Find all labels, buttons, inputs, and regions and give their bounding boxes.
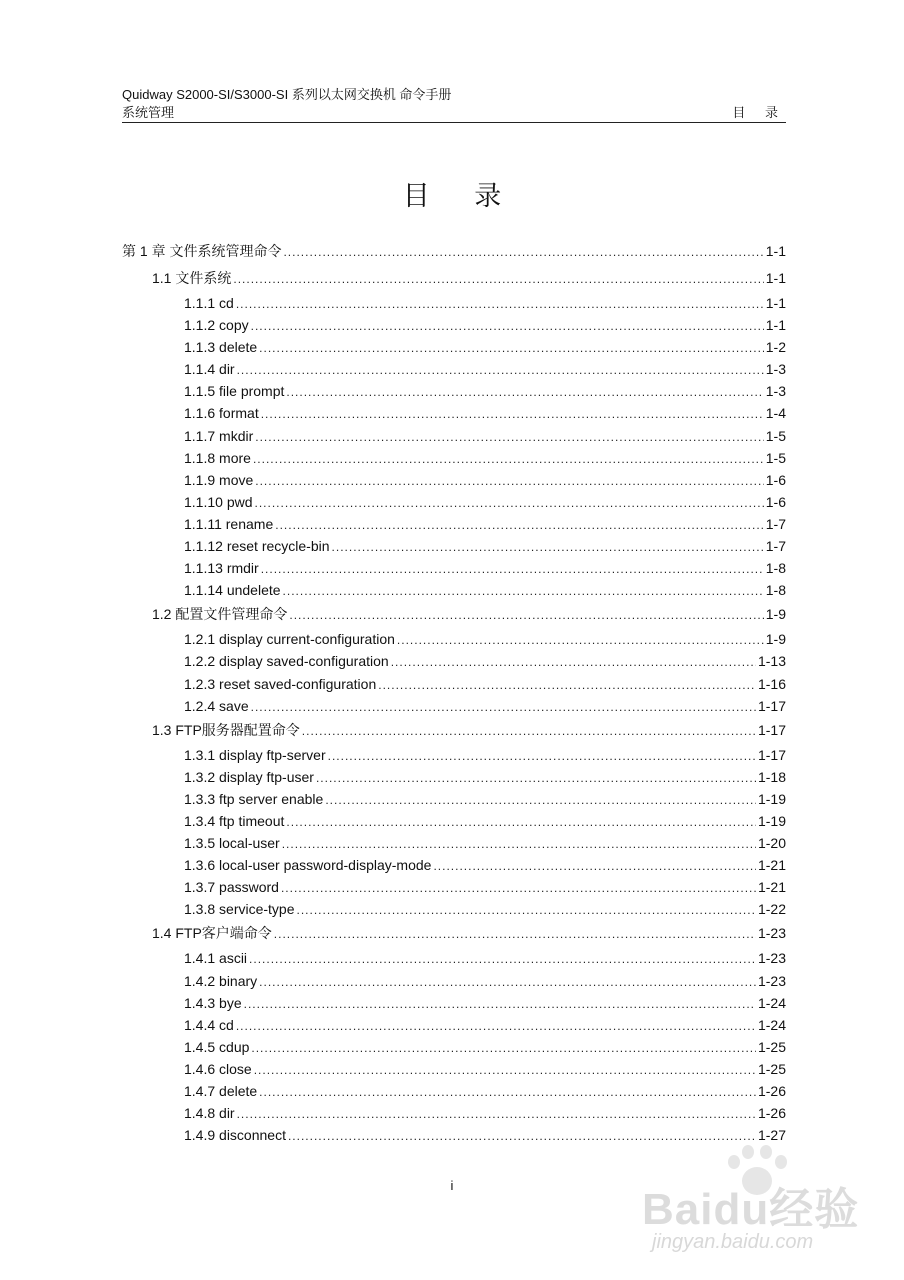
toc-entry-title: 1.4.6 close [184, 1060, 252, 1077]
toc-entry-page: 1-17 [757, 721, 786, 738]
toc-leader-dots [297, 899, 756, 921]
toc-entry[interactable] [122, 292, 786, 314]
toc-entry-page: 1-1 [765, 295, 786, 311]
baidu-watermark [640, 1145, 870, 1265]
page-number: i [450, 1178, 454, 1193]
toc-entry-title: 1.4.2 binary [184, 972, 258, 989]
toc-leader-dots [378, 674, 756, 696]
toc-entry[interactable] [122, 601, 786, 628]
toc-leader-dots [251, 696, 756, 718]
toc-entry-page: 1-25 [757, 1060, 786, 1077]
toc-entry-title: 1.2.2 display saved-configuration [184, 653, 389, 670]
toc-entry[interactable] [122, 1036, 786, 1058]
toc-entry-title: 1.3.6 local-user password-display-mode [184, 857, 432, 874]
table-of-contents [122, 238, 786, 1146]
toc-entry-page: 1-8 [765, 582, 786, 599]
manual-title: Quidway S2000-SI/S3000-SI 系列以太网交换机 命令手册 [122, 87, 452, 102]
toc-entry[interactable] [122, 1124, 786, 1146]
toc-entry-title: 1.4.3 bye [184, 994, 242, 1011]
toc-entry-page: 1-22 [757, 901, 786, 918]
toc-leader-dots [289, 602, 763, 629]
toc-entry-title: 1.1.4 dir [184, 361, 235, 378]
toc-entry-title: 1.3 FTP服务器配置命令 [152, 721, 300, 738]
section-title: 系统管理 [122, 105, 175, 120]
toc-entry[interactable] [122, 744, 786, 766]
toc-entry-title: 1.4.7 delete [184, 1083, 258, 1099]
toc-entry-title: 1.4 FTP客户端命令 [152, 925, 272, 942]
toc-entry[interactable] [122, 876, 786, 898]
toc-leader-dots [253, 448, 764, 470]
toc-entry-page: 1-23 [757, 950, 786, 967]
toc-entry-title: 1.3.2 display ftp-user [184, 768, 314, 785]
toc-entry[interactable] [122, 1014, 786, 1036]
toc-leader-dots [286, 381, 763, 403]
toc-entry[interactable] [122, 832, 786, 854]
toc-leader-dots [261, 403, 764, 425]
toc-entry[interactable] [122, 673, 786, 695]
toc-entry-page: 1-16 [757, 675, 786, 692]
toc-entry-page: 1-21 [757, 857, 786, 874]
toc-leader-dots [282, 833, 756, 855]
toc-entry-page: 1-1 [765, 317, 786, 334]
toc-entry[interactable] [122, 336, 786, 358]
toc-leader-dots [244, 993, 756, 1015]
toc-entry[interactable] [122, 628, 786, 650]
toc-entry-page: 1-3 [765, 383, 786, 400]
toc-leader-dots [302, 718, 756, 745]
toc-entry-page: 1-24 [757, 994, 786, 1011]
toc-entry-title: 1.1.13 rmdir [184, 560, 259, 577]
toc-entry-title: 1.1.8 more [184, 449, 251, 466]
toc-entry-page: 1-13 [757, 653, 786, 670]
toc-entry-page: 1-9 [765, 631, 786, 648]
toc-entry[interactable] [122, 1058, 786, 1080]
toc-entry-title: 1.3.5 local-user [184, 835, 280, 852]
toc-entry[interactable] [122, 513, 786, 535]
toc-leader-dots [332, 536, 764, 558]
toc-leader-dots [233, 266, 763, 293]
toc-entry-title: 1.1.11 rename [184, 515, 274, 532]
toc-entry-page: 1-21 [757, 879, 786, 896]
toc-entry-page: 1-25 [757, 1038, 786, 1055]
toc-entry[interactable] [122, 425, 786, 447]
toc-entry[interactable] [122, 265, 786, 292]
toc-entry-page: 1-6 [765, 471, 786, 488]
watermark-url: jingyan.baidu.com [652, 1231, 814, 1253]
toc-leader-dots [255, 470, 764, 492]
toc-entry[interactable] [122, 992, 786, 1014]
toc-entry-title: 1.1.2 copy [184, 317, 249, 334]
toc-leader-dots [397, 629, 764, 651]
toc-entry-title: 1.1.14 undelete [184, 582, 281, 599]
toc-entry-title: 1.4.5 cdup [184, 1038, 250, 1055]
toc-leader-dots [249, 948, 756, 970]
toc-entry-page: 1-23 [757, 972, 786, 989]
toc-entry[interactable] [122, 898, 786, 920]
toc-entry[interactable] [122, 650, 786, 672]
toc-entry[interactable] [122, 469, 786, 491]
toc-entry-title: 1.1.7 mkdir [184, 427, 254, 444]
toc-entry-page: 1-27 [757, 1127, 786, 1144]
toc-entry-title: 1.4.4 cd [184, 1016, 234, 1033]
toc-entry-page: 1-19 [757, 790, 786, 807]
toc-entry[interactable] [122, 402, 786, 424]
toc-entry-page: 1-24 [757, 1016, 786, 1033]
toc-leader-dots [259, 1081, 756, 1103]
toc-entry[interactable] [122, 810, 786, 832]
toc-entry-title: 1.3.1 display ftp-server [184, 746, 326, 763]
toc-entry-page: 1-19 [757, 812, 786, 829]
toc-leader-dots [283, 239, 763, 266]
toc-entry[interactable] [122, 1102, 786, 1124]
toc-entry-page: 1-6 [765, 493, 786, 510]
toc-leader-dots [251, 1037, 756, 1059]
toc-entry[interactable] [122, 970, 786, 992]
toc-entry-title: 1.1.6 format [184, 405, 259, 422]
toc-entry[interactable] [122, 1080, 786, 1102]
toc-entry[interactable] [122, 447, 786, 469]
toc-entry[interactable] [122, 535, 786, 557]
toc-entry[interactable] [122, 238, 786, 265]
toc-entry[interactable] [122, 766, 786, 788]
toc-leader-dots [316, 767, 756, 789]
toc-entry-page: 1-9 [765, 606, 786, 623]
toc-leader-dots [236, 1015, 756, 1037]
toc-entry-title: 1.2.1 display current-configuration [184, 631, 395, 648]
running-header [122, 86, 786, 123]
toc-entry[interactable] [122, 579, 786, 601]
toc-entry-title: 第 1 章 文件系统管理命令 [122, 243, 282, 259]
toc-entry-title: 1.3.7 password [184, 879, 279, 896]
toc-entry-title: 1.1 文件系统 [152, 270, 232, 286]
toc-leader-dots [255, 492, 764, 514]
toc-entry-title: 1.4.8 dir [184, 1105, 235, 1122]
toc-entry-page: 1-4 [765, 405, 786, 422]
toc-entry[interactable] [122, 717, 786, 744]
toc-entry-title: 1.2.3 reset saved-configuration [184, 675, 377, 692]
toc-leader-dots [236, 293, 764, 315]
toc-entry-page: 1-7 [765, 538, 786, 555]
toc-entry[interactable] [122, 557, 786, 579]
toc-leader-dots [288, 1125, 756, 1147]
toc-entry[interactable] [122, 695, 786, 717]
toc-leader-dots [274, 921, 756, 948]
toc-entry-page: 1-18 [757, 768, 786, 785]
toc-leader-dots [254, 1059, 756, 1081]
toc-entry-page: 1-1 [765, 243, 786, 259]
toc-entry-page: 1-26 [757, 1083, 786, 1099]
toc-entry-title: 1.4.1 ascii [184, 950, 248, 967]
toc-leader-dots [255, 426, 764, 448]
toc-entry[interactable] [122, 854, 786, 876]
toc-leader-dots [328, 745, 756, 767]
toc-entry-page: 1-20 [757, 835, 786, 852]
toc-entry-title: 1.2 配置文件管理命令 [152, 606, 288, 623]
toc-entry-page: 1-2 [765, 339, 786, 356]
toc-leader-dots [275, 514, 764, 536]
toc-entry-page: 1-7 [765, 515, 786, 532]
toc-entry-title: 1.4.9 disconnect [184, 1127, 286, 1144]
toc-entry-title: 1.1.5 file prompt [184, 383, 285, 400]
toc-leader-dots [281, 877, 756, 899]
toc-leader-dots [391, 651, 756, 673]
page-title: 目 录 [402, 181, 520, 212]
toc-entry-page: 1-5 [765, 427, 786, 444]
toc-leader-dots [237, 359, 764, 381]
toc-entry-title: 1.1.9 move [184, 471, 254, 488]
toc-entry[interactable] [122, 947, 786, 969]
toc-leader-dots [433, 855, 756, 877]
toc-leader-dots [325, 789, 756, 811]
toc-entry[interactable] [122, 788, 786, 810]
toc-entry-page: 1-3 [765, 361, 786, 378]
toc-leader-dots [283, 580, 764, 602]
toc-entry-title: 1.1.12 reset recycle-bin [184, 538, 330, 555]
toc-entry-page: 1-5 [765, 449, 786, 466]
toc-entry[interactable] [122, 491, 786, 513]
toc-entry[interactable] [122, 358, 786, 380]
toc-entry-page: 1-26 [757, 1105, 786, 1122]
toc-leader-dots [259, 971, 756, 993]
toc-entry-title: 1.3.4 ftp timeout [184, 812, 285, 829]
toc-entry-title: 1.1.3 delete [184, 339, 258, 356]
watermark-logo-text: Baidu经验 [642, 1185, 860, 1234]
toc-entry-title: 1.2.4 save [184, 697, 249, 714]
toc-leader-dots [286, 811, 756, 833]
toc-entry[interactable] [122, 920, 786, 947]
toc-entry-title: 1.1.10 pwd [184, 493, 253, 510]
toc-entry-title: 1.3.3 ftp server enable [184, 790, 324, 807]
toc-entry-title: 1.1.1 cd [184, 295, 234, 311]
toc-entry-page: 1-23 [757, 925, 786, 942]
toc-entry-page: 1-1 [765, 270, 786, 286]
toc-leader-dots [261, 558, 764, 580]
header-section-label: 目 录 [732, 105, 786, 120]
toc-leader-dots [251, 315, 764, 337]
toc-entry[interactable] [122, 380, 786, 402]
toc-entry-page: 1-17 [757, 697, 786, 714]
toc-leader-dots [237, 1103, 756, 1125]
toc-leader-dots [259, 337, 764, 359]
toc-entry-page: 1-17 [757, 746, 786, 763]
toc-entry[interactable] [122, 314, 786, 336]
toc-entry-title: 1.3.8 service-type [184, 901, 295, 918]
toc-entry-page: 1-8 [765, 560, 786, 577]
